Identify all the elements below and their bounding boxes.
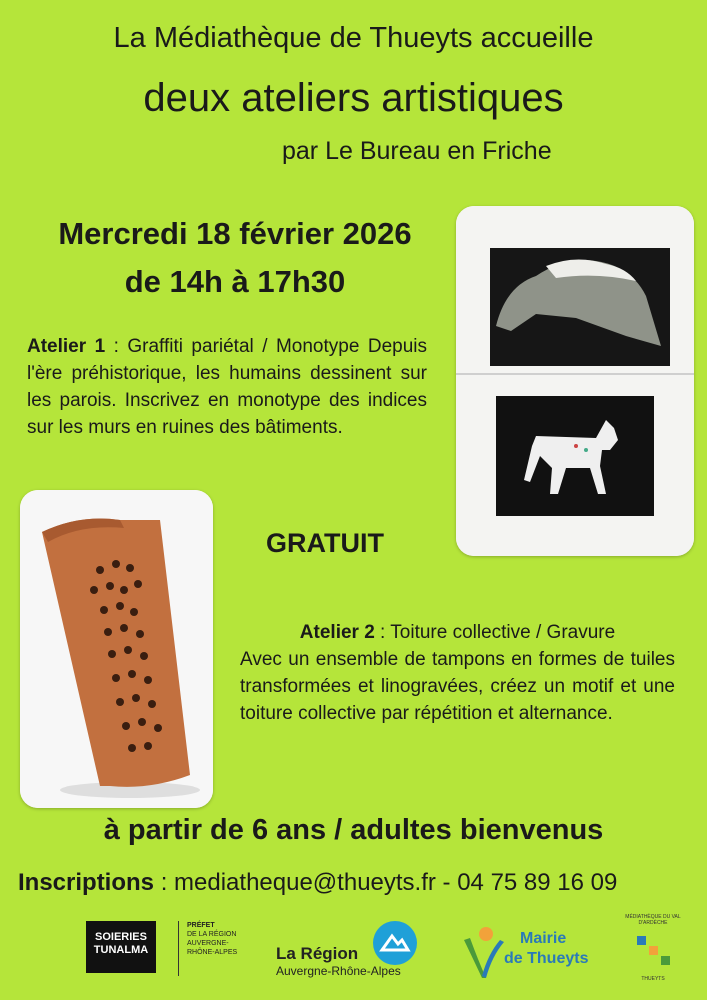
- inscriptions-label: Inscriptions: [18, 869, 155, 896]
- header-line1: La Médiathèque de Thueyts accueille: [113, 22, 594, 54]
- atelier1-block: [27, 333, 427, 441]
- mediatheque-top-text: MÉDIATHÈQUE DU VAL D'ARDÈCHE: [625, 914, 681, 926]
- audience-text: à partir de 6 ans / adultes bienvenus: [103, 814, 604, 846]
- prefet-logo: [178, 921, 267, 976]
- mediatheque-squares-icon: [633, 932, 673, 970]
- region-line1: La Région: [276, 944, 359, 963]
- inscriptions-line: [18, 869, 617, 897]
- atelier2-description: Avec un ensemble de tampons en formes de tuiles transformées et linogravées, créez un motif et une toiture collective par répétition et alternance.: [240, 649, 675, 724]
- soieries-line2: TUNALMA: [93, 944, 149, 956]
- tile-photo: [20, 490, 213, 808]
- atelier1-description: Depuis l'ère préhistorique, les humains dessinent sur les parois. Inscrivez en monotype des indices sur les murs en ruines des bâtiments.: [27, 336, 428, 438]
- header-title: deux ateliers artistiques: [143, 76, 564, 120]
- mediatheque-bottom-text: THUEYTS: [641, 976, 665, 982]
- event-date-block: [0, 210, 470, 306]
- atelier2-block: [240, 619, 675, 727]
- inscriptions-contact: : mediatheque@thueyts.fr - 04 75 89 16 09: [154, 869, 618, 896]
- region-line2: Auvergne-Rhône-Alpes: [276, 964, 401, 978]
- prefet-line1: PRÉFET: [187, 922, 215, 929]
- price-label: GRATUIT: [266, 528, 384, 558]
- tile-image: [20, 490, 213, 808]
- monotype-image: [456, 206, 694, 556]
- mairie-emblem-icon: [456, 920, 508, 980]
- monotype-photo: [456, 206, 694, 556]
- prefet-line4: RHÔNE-ALPES: [187, 949, 238, 956]
- mediatheque-logo: [618, 914, 688, 984]
- soieries-logo: [86, 921, 156, 973]
- mairie-line1: Mairie: [520, 930, 567, 947]
- prefet-line3: AUVERGNE-: [187, 940, 229, 947]
- region-mountain-icon: [372, 920, 418, 966]
- header-line3: par Le Bureau en Friche: [282, 137, 552, 165]
- mairie-logo: [456, 920, 606, 980]
- atelier2-label: Atelier 2: [299, 622, 375, 643]
- atelier1-label: Atelier 1: [27, 336, 106, 357]
- prefet-line2: DE LA RÉGION: [187, 931, 237, 938]
- event-date: Mercredi 18 février 2026: [58, 216, 412, 251]
- mairie-line2: de Thueyts: [504, 950, 589, 967]
- atelier1-title: : Graffiti pariétal / Monotype: [105, 336, 360, 357]
- soieries-line1: SOIERIES: [95, 931, 147, 943]
- atelier2-title: : Toiture collective / Gravure: [374, 622, 616, 643]
- event-time: de 14h à 17h30: [124, 264, 346, 299]
- region-logo: [276, 920, 426, 980]
